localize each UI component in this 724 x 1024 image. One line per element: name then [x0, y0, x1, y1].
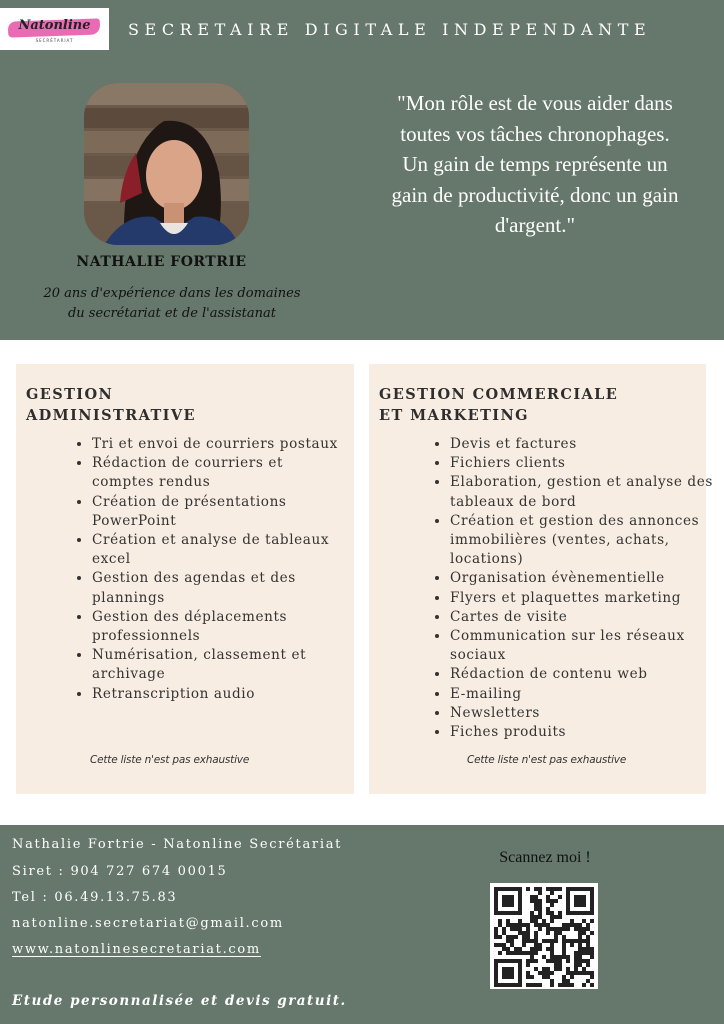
list-item: • Gestion des agendas et des plannings — [92, 569, 342, 607]
email-address[interactable]: natonline.secretariat@gmail.com — [12, 916, 284, 931]
quote-line: d'argent." — [494, 213, 576, 237]
quote-line: gain de productivité, donc un gain — [391, 182, 679, 207]
services-list — [433, 435, 720, 742]
list-item: • Elaboration, gestion et analyse des tableaux de bord — [450, 473, 720, 511]
person-name: NATHALIE FORTRIE — [76, 254, 247, 270]
profile-photo — [84, 83, 249, 245]
gestion-administrative-box — [16, 364, 354, 794]
list-item: • Création et gestion des annonces immobilières (ventes, achats, locations) — [450, 512, 720, 570]
list-note: Cette liste n'est pas exhaustive — [467, 754, 627, 766]
logo-subtitle: SECRÉTARIAT — [35, 38, 74, 43]
list-item: • Fiches produits — [450, 723, 720, 742]
list-item: • Gestion des déplacements professionnels — [92, 608, 342, 646]
subtitle-line: 20 ans d'expérience dans les domaines — [43, 286, 301, 301]
list-item: • Tri et envoi de courriers postaux — [92, 435, 342, 454]
quote-line: toutes vos tâches chronophages. — [400, 121, 670, 146]
portrait-image — [84, 83, 249, 245]
siret-number: Siret : 904 727 674 00015 — [12, 864, 228, 879]
list-item: • Rédaction de contenu web — [450, 665, 720, 684]
list-item: • Cartes de visite — [450, 608, 720, 627]
company-name: Nathalie Fortrie - Natonline Secrétariat — [12, 837, 343, 852]
qr-code[interactable] — [490, 883, 598, 989]
list-item: • Numérisation, classement et archivage — [92, 646, 342, 684]
gestion-commerciale-box — [369, 364, 713, 794]
list-item: • Newsletters — [450, 704, 720, 723]
website-link[interactable]: www.natonlinesecretariat.com — [12, 942, 261, 957]
quote-line: "Mon rôle est de vous aider dans — [397, 91, 673, 115]
list-item: • E-mailing — [450, 685, 720, 704]
footer — [0, 825, 724, 1024]
list-item: • Communication sur les réseaux sociaux — [450, 627, 720, 665]
list-item: • Organisation évènementielle — [450, 569, 720, 588]
tagline: Etude personnalisée et devis gratuit. — [12, 993, 347, 1009]
scan-label: Scannez moi ! — [499, 849, 591, 866]
list-item: • Retranscription audio — [92, 685, 342, 704]
box-title-line: ET MARKETING — [379, 407, 529, 424]
list-item: • Création et analyse de tableaux excel — [92, 531, 342, 569]
natonline-logo — [0, 8, 109, 50]
list-item: • Devis et factures — [450, 435, 720, 454]
header-banner — [0, 0, 724, 340]
quote — [362, 88, 708, 241]
logo-name: Natonline — [18, 18, 91, 33]
box-title — [26, 384, 196, 426]
qr-code-image — [490, 883, 598, 989]
experience-subtitle — [22, 284, 322, 324]
box-title-line: GESTION — [26, 386, 114, 403]
phone-number: Tel : 06.49.13.75.83 — [12, 890, 178, 905]
box-title-line: GESTION COMMERCIALE — [379, 386, 619, 403]
list-item: • Fichiers clients — [450, 454, 720, 473]
services-list — [75, 435, 342, 704]
page-title: SECRETAIRE DIGITALE INDEPENDANTE — [128, 20, 652, 39]
list-item: • Rédaction de courriers et comptes rendus — [92, 454, 342, 492]
quote-line: Un gain de temps représente un — [402, 152, 668, 176]
list-note: Cette liste n'est pas exhaustive — [90, 754, 250, 766]
box-title — [379, 384, 618, 426]
box-title-line: ADMINISTRATIVE — [26, 407, 196, 424]
list-item: • Création de présentations PowerPoint — [92, 493, 342, 531]
list-item: • Flyers et plaquettes marketing — [450, 589, 720, 608]
subtitle-line: du secrétariat et de l'assistanat — [67, 306, 276, 321]
